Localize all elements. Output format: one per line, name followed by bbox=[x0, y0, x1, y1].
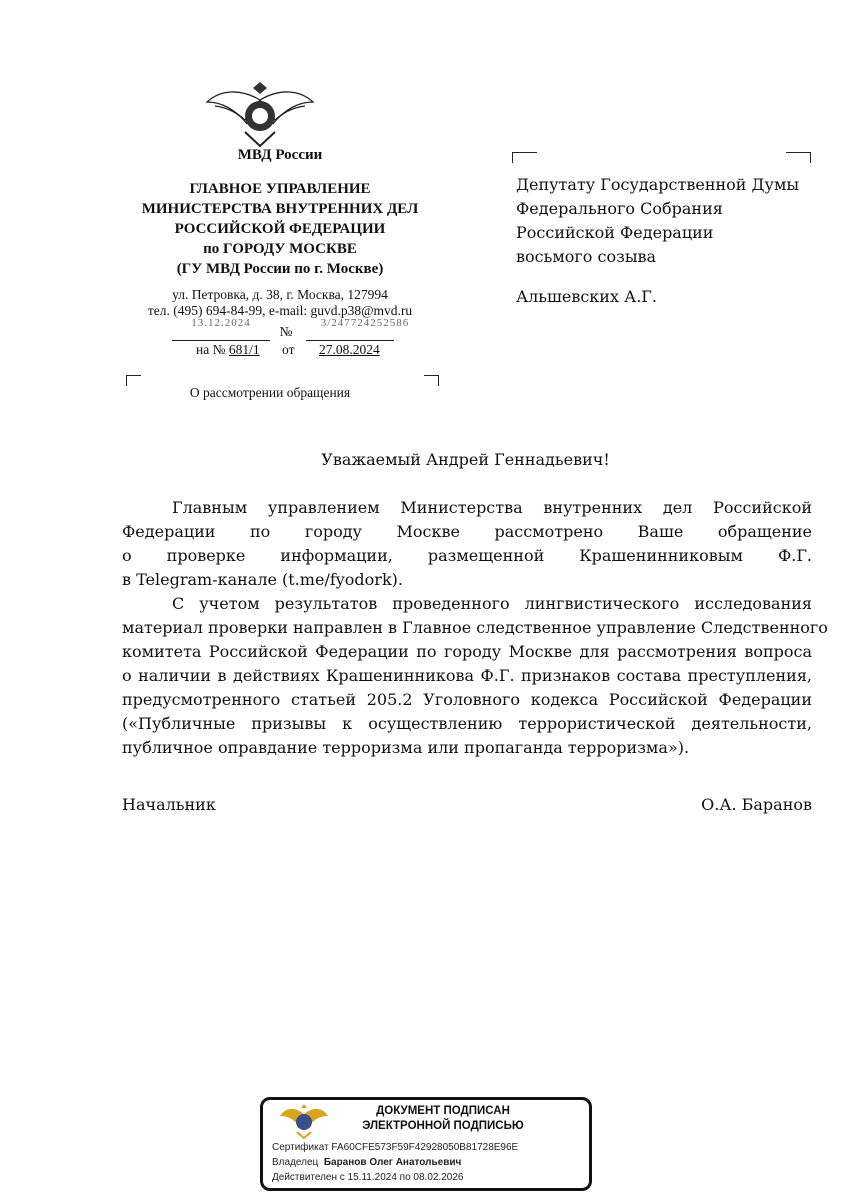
address: ул. Петровка, д. 38, г. Москва, 127994 bbox=[172, 287, 388, 302]
owner-value: Баранов Олег Анатольевич bbox=[323, 1157, 462, 1168]
organization-name bbox=[100, 179, 460, 279]
text-line: комитета Российской Федерации по городу Москве для рассмотрения вопроса bbox=[122, 642, 812, 661]
recipient-line: Депутату Государственной Думы bbox=[516, 175, 800, 194]
stamp-title: ЭЛЕКТРОННОЙ ПОДПИСЬЮ bbox=[362, 1120, 524, 1132]
recipient bbox=[516, 173, 799, 309]
number-line bbox=[306, 340, 394, 341]
ministry-short: МВД России bbox=[237, 147, 323, 163]
signer-position: Начальник bbox=[122, 795, 216, 814]
cert-value: FA60CFE573F59F42928050B81728E96E bbox=[331, 1142, 519, 1153]
outgoing-date: 13.12.2024 bbox=[191, 317, 251, 329]
contacts: тел. (495) 694-84-99, e-mail: guvd.p38@mvd.ru bbox=[147, 303, 413, 318]
text-line: С учетом результатов проведенного лингвистического исследования bbox=[172, 594, 812, 613]
text-line: предусмотренного статьей 205.2 Уголовного кодекса Российской Федерации bbox=[122, 690, 812, 709]
text-line: («Публичные призывы к осуществлению террористической деятельности, bbox=[122, 714, 812, 733]
owner-label: Владелец bbox=[272, 1157, 319, 1168]
org-line: (ГУ МВД России по г. Москве) bbox=[176, 261, 384, 277]
greeting: Уважаемый Андрей Геннадьевич! bbox=[321, 450, 610, 469]
reference bbox=[196, 342, 260, 358]
corner-mark bbox=[786, 152, 811, 163]
text-line: Федерации по городу Москве рассмотрено Ваше обращение bbox=[122, 522, 812, 541]
body-text bbox=[122, 496, 828, 760]
org-line: ГЛАВНОЕ УПРАВЛЕНИЕ bbox=[189, 181, 371, 197]
text-line: о наличии в действиях Крашенинникова Ф.Г. признаков состава преступления, bbox=[122, 666, 812, 685]
subject: О рассмотрении обращения bbox=[189, 385, 351, 400]
corner-mark bbox=[424, 375, 439, 386]
recipient-line: Федерального Собрания bbox=[516, 199, 723, 218]
date-line bbox=[172, 340, 270, 341]
ref-date: 27.08.2024 bbox=[319, 342, 380, 357]
recipient-name: Альшевских А.Г. bbox=[516, 287, 657, 306]
recipient-line: Российской Федерации bbox=[516, 223, 714, 242]
stamp-title: ДОКУМЕНТ ПОДПИСАН bbox=[376, 1105, 510, 1117]
text-line: о проверке информации, размещенной Крашенинниковым Ф.Г. bbox=[122, 546, 812, 565]
org-line: МИНИСТЕРСТВА ВНУТРЕННИХ ДЕЛ bbox=[141, 201, 419, 217]
ref-from: от bbox=[282, 342, 295, 357]
emblem-icon bbox=[279, 1104, 329, 1140]
text-line: Главным управлением Министерства внутренних дел Российской bbox=[172, 498, 812, 517]
signer-name: О.А. Баранов bbox=[701, 795, 812, 814]
text-line: публичное оправдание терроризма или пропаганда терроризма»). bbox=[122, 738, 690, 757]
org-line: по ГОРОДУ МОСКВЕ bbox=[203, 241, 357, 257]
emblem-icon bbox=[205, 80, 315, 148]
corner-mark bbox=[512, 152, 537, 163]
ref-number: 681/1 bbox=[228, 342, 260, 357]
text-line: материал проверки направлен в Главное следственное управление Следственного bbox=[122, 618, 828, 637]
cert-label: Сертификат bbox=[272, 1142, 329, 1153]
validity: Действителен с 15.11.2024 по 08.02.2026 bbox=[272, 1172, 464, 1183]
electronic-signature-stamp bbox=[260, 1097, 592, 1191]
number-sign: № bbox=[279, 324, 293, 339]
org-line: РОССИЙСКОЙ ФЕДЕРАЦИИ bbox=[174, 221, 386, 237]
recipient-line: восьмого созыва bbox=[516, 247, 657, 266]
outgoing-number: 3/247724252586 bbox=[320, 317, 410, 329]
ref-prefix: на № bbox=[196, 342, 226, 357]
text-line: в Telegram-канале (t.me/fyodork). bbox=[122, 570, 403, 589]
